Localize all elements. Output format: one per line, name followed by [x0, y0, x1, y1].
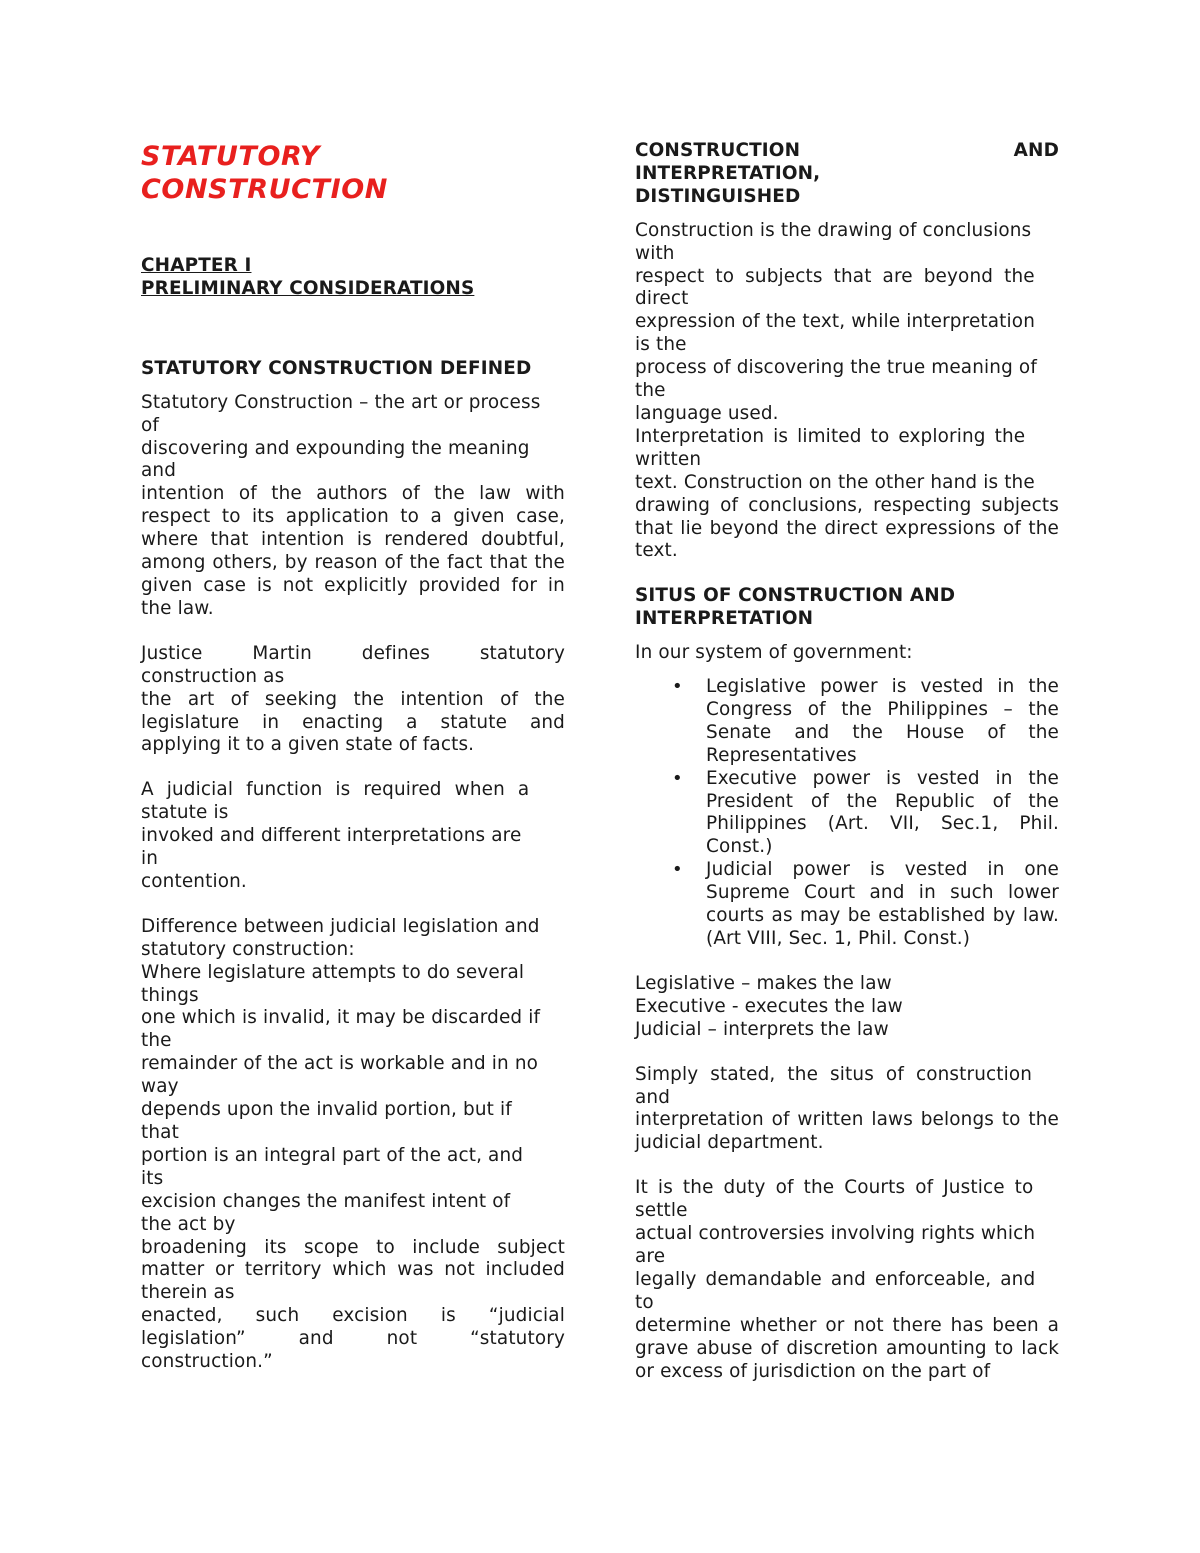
- distinguished-line: the: [635, 380, 666, 402]
- definition-line: of: [141, 414, 160, 436]
- duty-line: to: [635, 1291, 654, 1313]
- difference-line: remainder of the act is workable and in no: [141, 1053, 539, 1075]
- definition-paragraph: [141, 392, 565, 621]
- martin-word: statutory: [479, 642, 565, 664]
- difference-line: way: [141, 1076, 179, 1098]
- legislation-word: and: [298, 1328, 334, 1350]
- duty-paragraph: [635, 1177, 1059, 1383]
- distinguished-line: expression of the text, while interpretation: [635, 311, 1036, 333]
- chapter-heading: [141, 255, 565, 301]
- simply-line: Simply stated, the situs of construction: [635, 1063, 1033, 1085]
- branches-list: [635, 973, 1059, 1042]
- distinguished-text: drawing of conclusions, respecting subjects that lie beyond the direct expressions of the text.: [635, 494, 1059, 562]
- judicial-line: in: [141, 848, 159, 870]
- power-text: Executive power is vested in the President of the Republic of the Philippines (Art. VII, Sec.1, Phil. Const.): [706, 767, 1059, 858]
- chapter-number: CHAPTER I: [141, 255, 252, 276]
- list-item: [635, 859, 1059, 951]
- definition-line: Statutory Construction – the art or process: [141, 391, 541, 413]
- difference-line: that: [141, 1122, 179, 1143]
- bullet-icon: •: [672, 767, 683, 789]
- distinguished-paragraph: [635, 220, 1059, 564]
- distinguished-heading-line: DISTINGUISHED: [635, 185, 801, 207]
- difference-line: excision changes the manifest intent of: [141, 1190, 511, 1212]
- enacted-word: excision: [332, 1305, 408, 1327]
- duty-line: legally demandable and enforceable, and: [635, 1268, 1036, 1290]
- definition-line: discovering and expounding the meaning: [141, 437, 530, 459]
- martin-line: construction as: [141, 665, 285, 687]
- closing-line: construction.”: [141, 1351, 273, 1373]
- distinguished-line: process of discovering the true meaning of: [635, 357, 1037, 379]
- simply-paragraph: [635, 1064, 1059, 1156]
- legislation-word: not: [386, 1328, 418, 1350]
- branch-line: Judicial – interprets the law: [635, 1018, 889, 1040]
- martin-text: the art of seeking the intention of the legislature in enacting a statute and applying it to a given state of facts.: [141, 688, 565, 756]
- bullet-icon: •: [672, 859, 683, 881]
- difference-text: broadening its scope to include subject matter or territory which was not included therein as: [141, 1236, 565, 1304]
- difference-line: Where legislature attempts to do several: [141, 961, 525, 983]
- branch-line: Legislative – makes the law: [635, 972, 892, 994]
- distinguished-line: written: [635, 448, 702, 470]
- duty-line: settle: [635, 1200, 688, 1222]
- difference-line: the: [141, 1030, 172, 1052]
- powers-list: [635, 676, 1059, 951]
- martin-word: Justice: [141, 642, 203, 664]
- definition-line: and: [141, 460, 177, 482]
- situs-intro: In our system of government:: [635, 642, 913, 664]
- legislation-line: [141, 1328, 565, 1351]
- title-line-2: CONSTRUCTION: [141, 174, 388, 205]
- heading-word: CONSTRUCTION: [635, 140, 801, 161]
- legislation-word: legislation”: [141, 1328, 246, 1350]
- duty-line: It is the duty of the Courts of Justice to: [635, 1177, 1034, 1199]
- distinguished-line: is the: [635, 334, 687, 356]
- distinguished-line: respect to subjects that are beyond the: [635, 265, 1035, 287]
- difference-line: its: [141, 1167, 164, 1189]
- judicial-line: A judicial function is required when a: [141, 779, 530, 801]
- chapter-title: PRELIMINARY CONSIDERATIONS: [141, 277, 475, 299]
- power-text: Legislative power is vested in the Congress of the Philippines – the Senate and the House of the Representatives: [706, 676, 1059, 766]
- simply-line: and: [635, 1086, 671, 1108]
- difference-line: one which is invalid, it may be discarded if: [141, 1007, 541, 1029]
- right-column: [635, 140, 1059, 1383]
- judicial-function-paragraph: [141, 779, 565, 894]
- title-line-1: STATUTORY: [141, 141, 321, 172]
- distinguished-line: with: [635, 242, 675, 264]
- difference-line: things: [141, 984, 199, 1006]
- martin-first-line: [141, 643, 565, 666]
- distinguished-line: Interpretation is limited to exploring the: [635, 425, 1026, 447]
- simply-text: interpretation of written laws belongs to the judicial department.: [635, 1109, 1059, 1154]
- distinguished-heading-line: INTERPRETATION,: [635, 162, 821, 184]
- duty-text: determine whether or not there has been a grave abuse of discretion amounting to lack or excess of jurisdiction on the part of: [635, 1314, 1059, 1382]
- distinguished-line: language used.: [635, 402, 779, 424]
- martin-word: defines: [361, 642, 430, 664]
- definition-text: intention of the authors of the law with respect to its application to a given case, where that intention is rendered doubtful, among others, by reason of the fact that the given case is not explicitly provided for in the law.: [141, 483, 565, 619]
- document-title: [141, 140, 565, 206]
- section-heading-situs: SITUS OF CONSTRUCTION AND INTERPRETATION: [635, 585, 956, 630]
- distinguished-heading-line: [635, 140, 1059, 163]
- duty-line: actual controversies involving rights which: [635, 1223, 1036, 1245]
- list-item: [635, 768, 1059, 860]
- list-item: [635, 676, 1059, 768]
- enacted-word: “judicial: [488, 1305, 565, 1327]
- duty-line: are: [635, 1245, 666, 1267]
- difference-intro: Difference between judicial legislation and statutory construction:: [141, 915, 540, 960]
- difference-line: portion is an integral part of the act, and: [141, 1144, 524, 1166]
- power-text: Judicial power is vested in one Supreme Court and in such lower courts as may be established by law. (Art VIII, Sec. 1, Phil. Const.): [706, 859, 1059, 949]
- enacted-word: such: [255, 1305, 300, 1327]
- difference-paragraph: [141, 916, 565, 1374]
- judicial-line: statute is: [141, 802, 229, 824]
- martin-paragraph: [141, 643, 565, 758]
- enacted-word: enacted,: [141, 1305, 223, 1327]
- branch-line: Executive - executes the law: [635, 995, 903, 1017]
- section-heading-distinguished: [635, 140, 1059, 209]
- bullet-icon: •: [672, 676, 683, 698]
- enacted-word: is: [440, 1305, 456, 1327]
- difference-line: depends upon the invalid portion, but if: [141, 1099, 512, 1121]
- enacted-line: [141, 1305, 565, 1328]
- distinguished-line: direct: [635, 288, 689, 310]
- judicial-line: contention.: [141, 870, 247, 892]
- left-column: [141, 140, 565, 1374]
- legislation-word: “statutory: [470, 1328, 565, 1350]
- heading-word: AND: [1013, 140, 1059, 161]
- judicial-line: invoked and different interpretations are: [141, 825, 522, 847]
- section-heading-defined: STATUTORY CONSTRUCTION DEFINED: [141, 357, 532, 379]
- difference-line: the act by: [141, 1213, 236, 1235]
- distinguished-line: Construction is the drawing of conclusions: [635, 219, 1032, 241]
- martin-word: Martin: [252, 642, 312, 664]
- distinguished-line: text. Construction on the other hand is the: [635, 471, 1035, 493]
